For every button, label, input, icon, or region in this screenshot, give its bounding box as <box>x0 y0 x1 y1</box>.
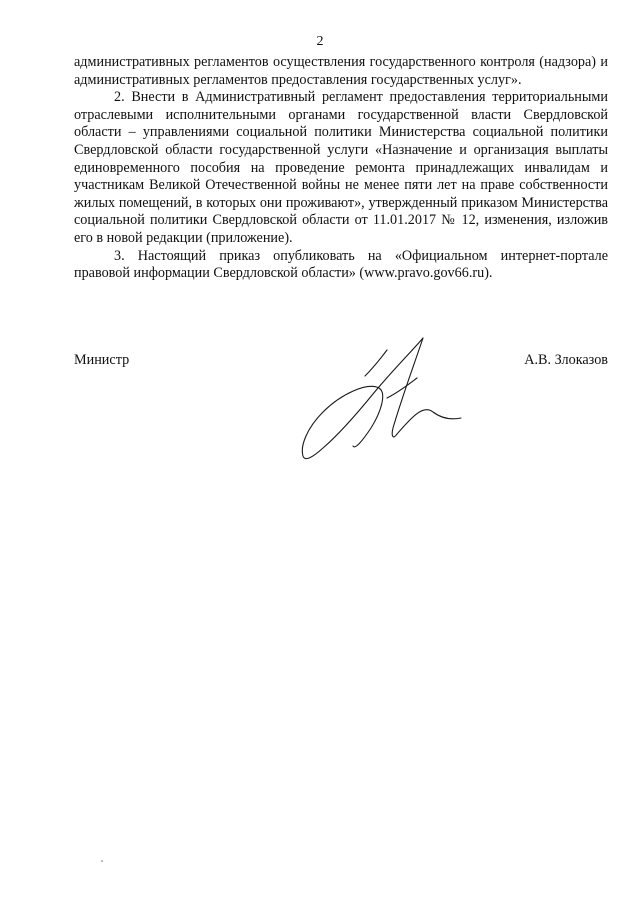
page-number: 2 <box>316 34 324 49</box>
document-body <box>74 54 608 283</box>
handwritten-signature <box>295 332 465 472</box>
paragraph-continuation: административных регламентов осуществления государственного контроля (надзора) и административных регламентов предоставления государственных услуг». <box>74 54 608 88</box>
paragraph-item-2: 2. Внести в Административный регламент предоставления территориальными отраслевыми исполнительными органами государственной власти Свердловской области – управлениями социальной политики Министерства социальной политики Свердловской области государственной услуги «Назначение и организация выплаты единовременного пособия на проведение ремонта принадлежащих инвалидам и участникам Великой Отечественной войны не менее пяти лет на праве собственности жилых помещений, в которых они проживают», утвержденный приказом Министерства социальной политики Свердловской области от 11.01.2017 № 12, изменения, изложив его в новой редакции (приложение). <box>74 89 608 246</box>
signer-name: А.В. Злоказов <box>524 352 608 368</box>
paragraph-item-3: 3. Настоящий приказ опубликовать на «Официальном интернет-портале правовой информации Свердловской области» (www.pravo.gov66.ru). <box>74 247 608 282</box>
position-title: Министр <box>74 352 130 368</box>
scan-speck <box>101 860 103 862</box>
